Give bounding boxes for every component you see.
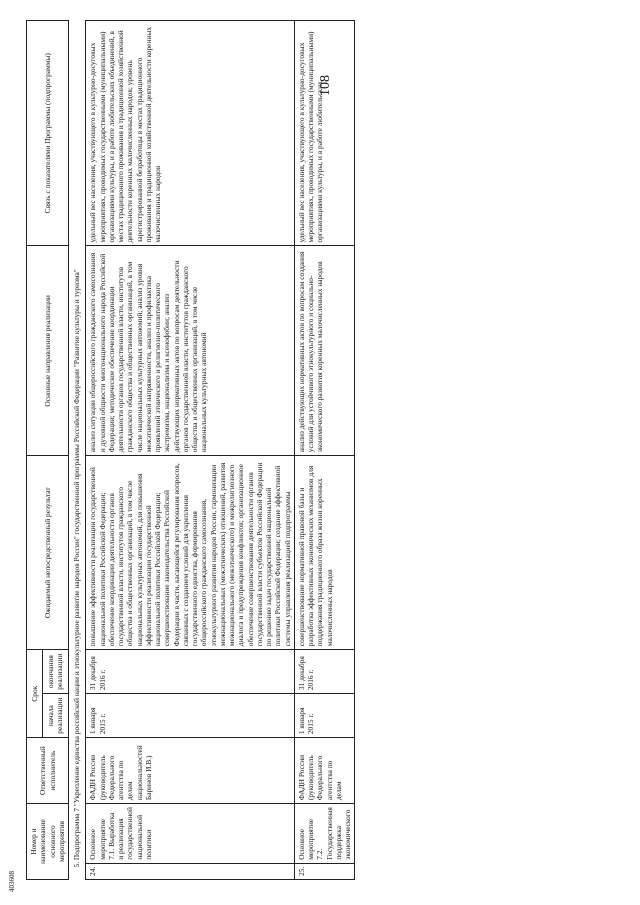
document-code: 403608 [8, 871, 16, 892]
activities-table [26, 20, 355, 880]
table-row [294, 21, 355, 880]
end-date: 31 декабря 2016 г. [294, 650, 355, 694]
header-end: окончания реализации [42, 650, 68, 694]
directions-cell: анализ действующих нормативных актов по вопросам создания условий для устойчивого этнокультурного и социально-экономического развития коренных малочисленных народов [294, 246, 355, 456]
rotated-table-container [26, 20, 546, 880]
header-link: Связь с показателями Программы (подпрограммы) [27, 21, 69, 247]
expected-result: повышение эффективности реализации государственной национальной политики Российской Федерации; обеспечение координации деятельности органов государственной власти, институтов гражданского общества и общественных организаций, в том числе национальных культурных автономий, для повышения эффективности реализации государственной национальной политики Российской Федерации; совершенствование законодательства Российской Федерации в части, касающейся регулирования вопросов, связанных с созданием условий для укрепления государственного единства, формирования общероссийского гражданского самосознания, этнокультурного развития народов России, гармонизации межнациональных (межэтнических) отношений, развития межнационального (межэтнического) и межрелигиозного диалога и предупреждения конфликтов; организационное обеспечение совершенствования деятельности органов государственной власти субъектов Российской Федерации по решению задач государственной национальной политики Российской Федерации; создание эффективной системы управления реализацией подпрограммы [86, 456, 295, 650]
page-number: 108 [318, 75, 333, 96]
activity-name: Основное мероприятие 7.1. Выработка и реализация государственной национальной политики [86, 804, 295, 864]
start-date: 1 января 2015 г. [294, 694, 355, 738]
executor-cell: ФАДН России (руководитель Федерального агентства по делам [294, 738, 355, 804]
end-date: 31 декабря 2016 г. [86, 650, 295, 694]
executor-cell: ФАДН России (руководитель Федерального агентства по делам национальностей Баринов И.В.) [86, 738, 295, 804]
section-title: 5. Подпрограмма 7 "Укрепление единства российской нации и этнокультурное развитие народов России" государственной программы Российской Федерации "Развитие культуры и туризма" [72, 269, 81, 868]
header-term: Срок [27, 650, 43, 738]
table-row [86, 21, 295, 880]
header-number-name: Номер и наименование основного мероприятия [27, 804, 69, 880]
header-directions: Основные направления реализации [27, 246, 69, 456]
indicators-link: удельный вес населения, участвующего в культурно-досуговых мероприятиях, проводимых государственными (муниципальными) организациями культуры, и в работе любительских [294, 21, 355, 247]
header-executor: Ответственный исполнитель [27, 738, 69, 804]
start-date: 1 января 2015 г. [86, 694, 295, 738]
directions-cell: анализ ситуации общероссийского гражданского самосознания и духовной общности многонационального народа Российской Федерации; методическое обеспечение координации деятельности органов государственной власти, институтов гражданского общества и общественных организаций, в том числе национальных культурных автономий; анализ уровня межэтнической напряженности, анализ и профилактика проявлений этнического и религиозно-политического экстремизма, национализма и ксенофобии; анализ действующих нормативных актов по вопросам деятельности органов государственной власти, институтов гражданского общества и общественных организаций, в том числе национальных культурных автономий [86, 246, 295, 456]
indicators-link: удельный вес населения, участвующего в культурно-досуговых мероприятиях, проводимых государственными (муниципальными) организациями культуры, и в работе любительских объединений, в местах традиционного проживания и традиционной хозяйственной деятельности коренных малочисленных народов; уровень зарегистрированной безработицы в местах традиционного проживания и традиционной хозяйственной деятельности коренных малочисленных народов [86, 21, 295, 247]
row-number: 25. [294, 863, 355, 879]
activity-name: Основное мероприятие 7.2. Государственная поддержка экономического [294, 804, 355, 864]
expected-result: совершенствование нормативной правовой базы и разработка эффективных экономических механизмов для поддержания традиционного образа жизни коренных малочисленных народов [294, 456, 355, 650]
row-number: 24. [86, 863, 295, 879]
header-result: Ожидаемый непосредственный результат [27, 456, 69, 650]
header-start: начала реализации [42, 694, 68, 738]
